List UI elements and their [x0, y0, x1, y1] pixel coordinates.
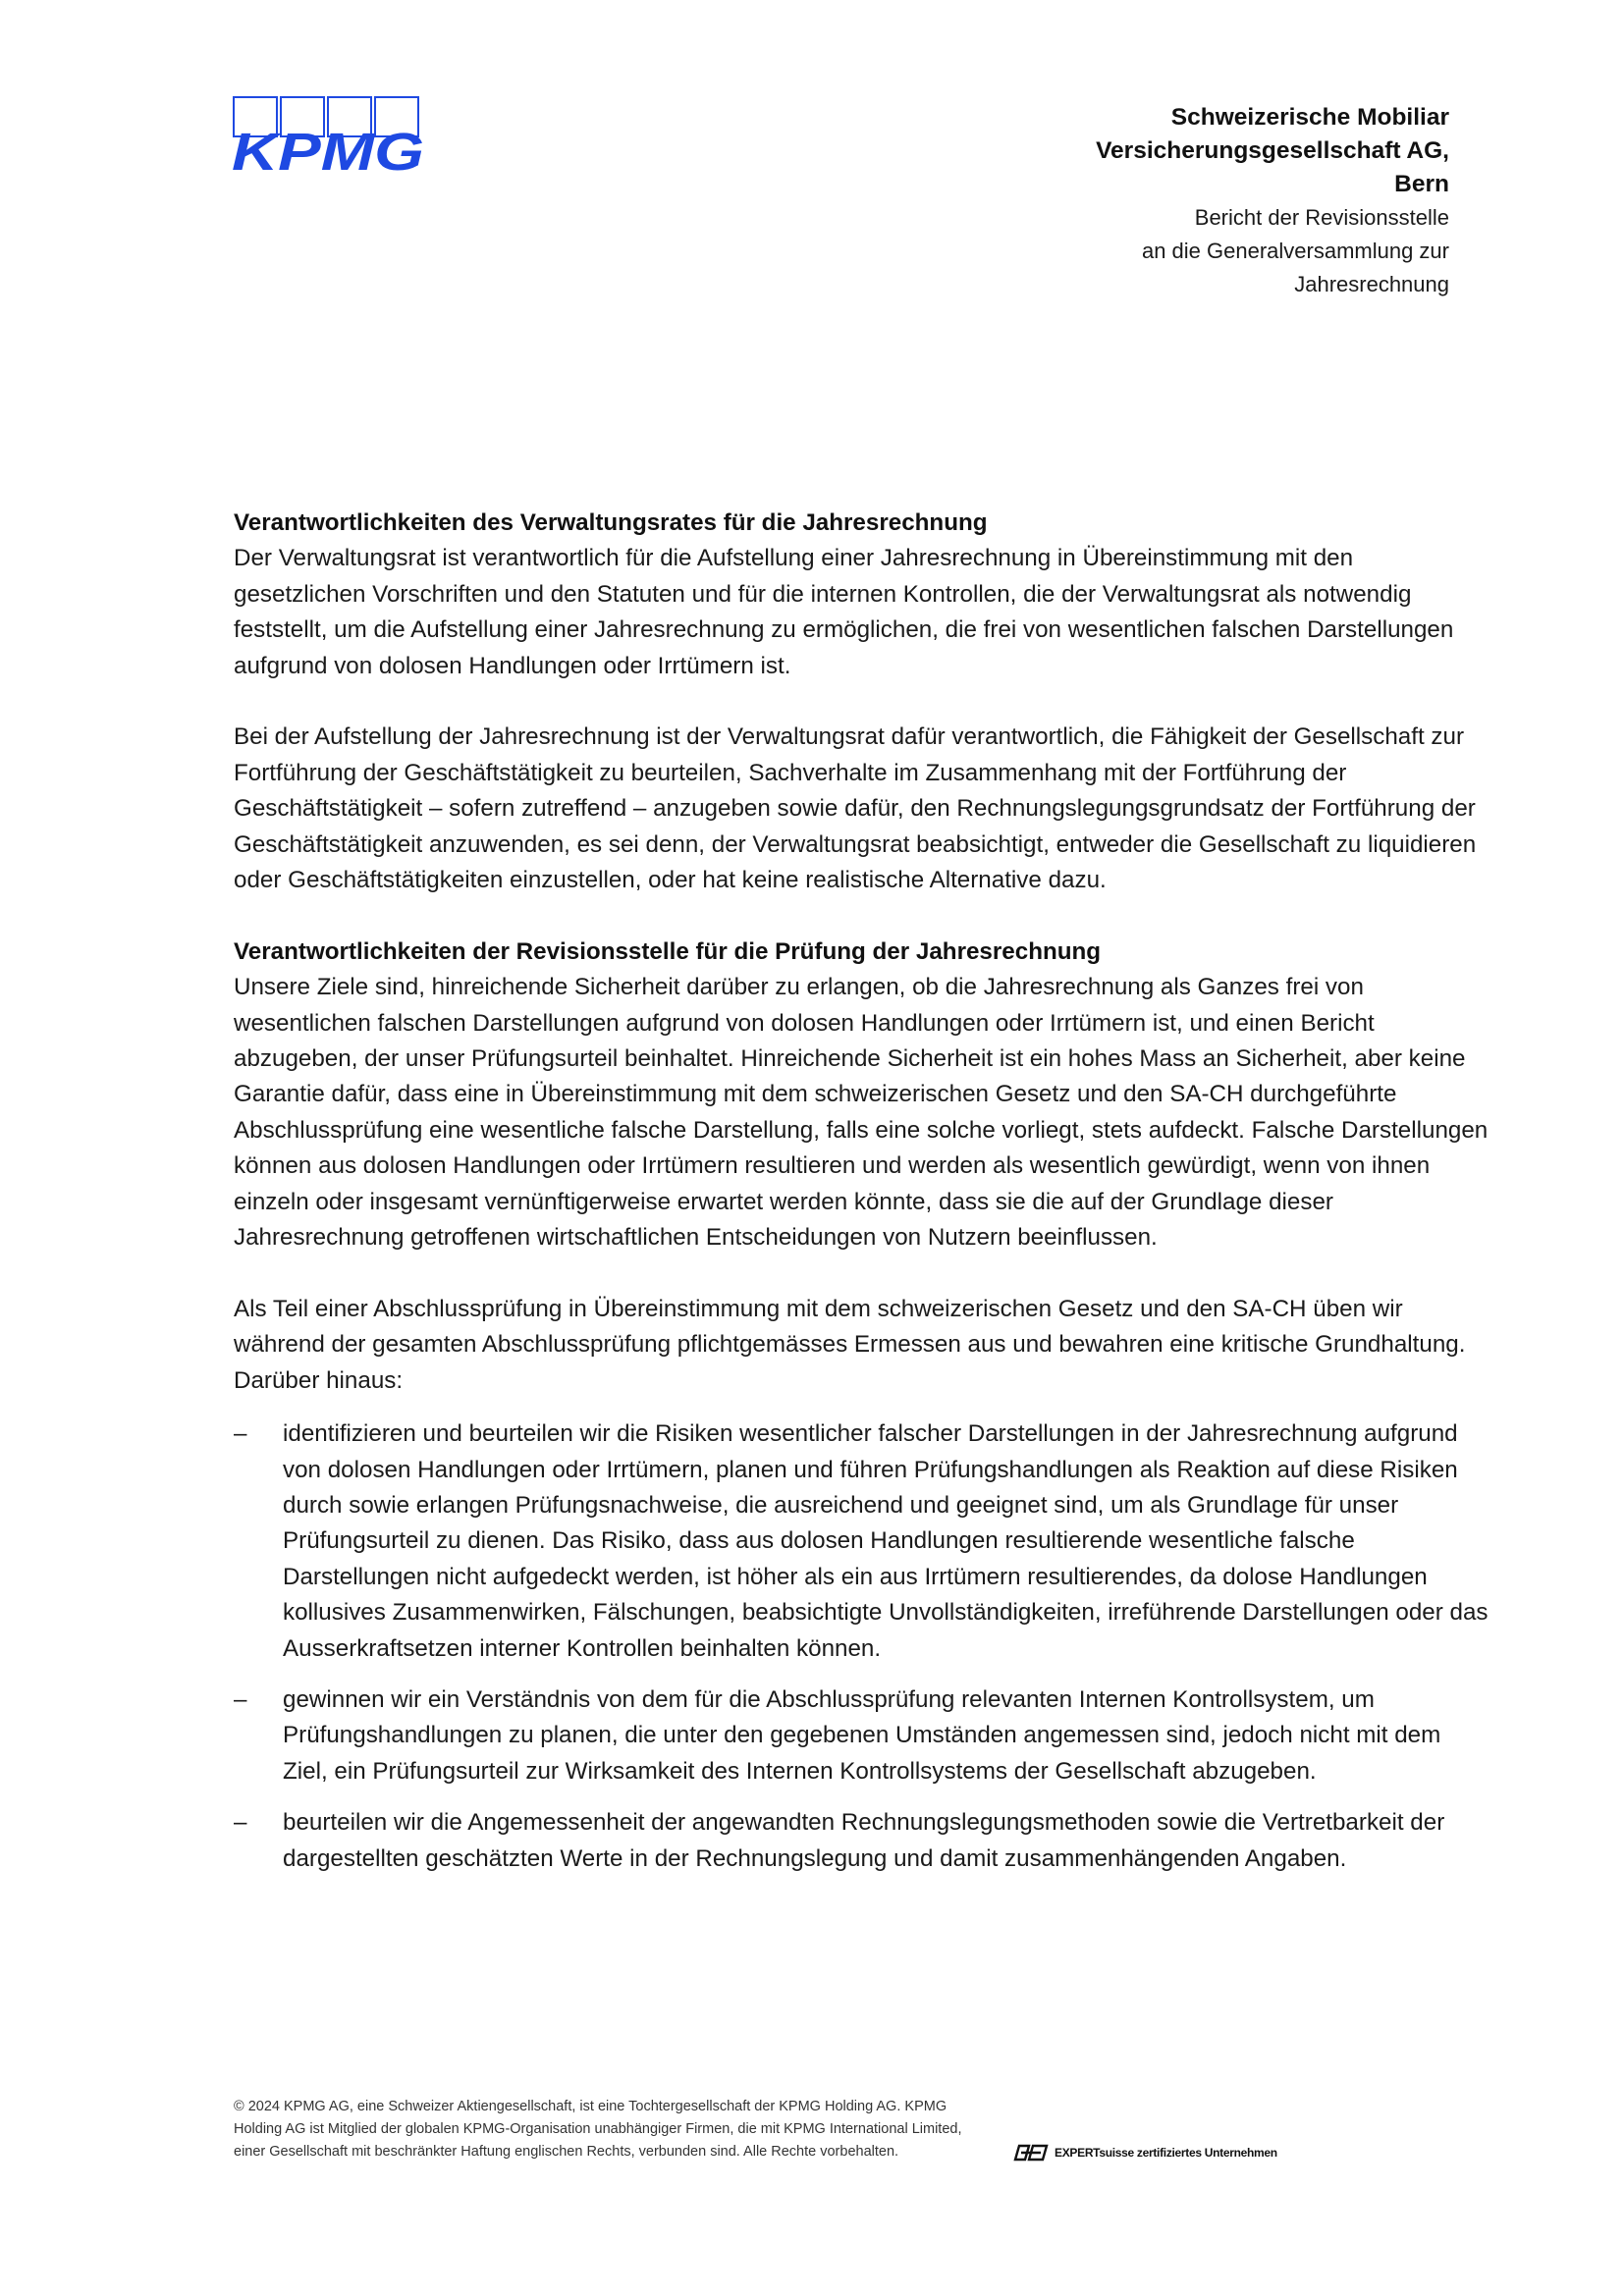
- report-title-line-3: Jahresrechnung: [1294, 272, 1449, 296]
- list-item-text: identifizieren und beurteilen wir die Risiken wesentlicher falscher Darstellungen in der Jahresrechnung aufgrund von dolosen Handlungen oder Irrtümern, planen und führen Prüfungshandlungen als Reaktion auf diese Risiken durch sowie erlangen Prüfungsnachweise, die ausreichend und geeignet sind, um als Grundlage für unser Prüfungsurteil zu dienen. Das Risiko, dass aus dolosen Handlungen resultierende wesentliche falsche Darstellungen nicht aufgedeckt werden, ist höher als ein aus Irrtümern resultierendes, da dolose Handlungen kollusives Zusammenwirken, Fälschungen, beabsichtigte Unvollständigkeiten, irreführende Darstellungen oder das Ausserkraftsetzen interner Kontrollen beinhalten können.: [283, 1420, 1489, 1662]
- paragraph: Der Verwaltungsrat ist verantwortlich für die Aufstellung einer Jahresrechnung in Übereinstimmung mit den gesetzlichen Vorschriften und den Statuten und für die internen Kontrollen, die der Verwaltungsrat als notwendig feststellt, um die Aufstellung einer Jahresrechnung zu ermöglichen, die frei von wesentlichen falschen Darstellungen aufgrund von dolosen Handlungen oder Irrtümern ist.: [234, 545, 1454, 679]
- expertsuisse-logo-icon: [1013, 2142, 1051, 2163]
- certification-label: EXPERTsuisse zertifiziertes Unternehmen: [1055, 2146, 1277, 2160]
- section-heading-board: Verantwortlichkeiten des Verwaltungsrates für die Jahresrechnung: [234, 509, 988, 536]
- audit-procedures-list: [234, 1416, 1489, 1877]
- dash-bullet: –: [234, 1685, 247, 1713]
- expertsuisse-badge: [1013, 2142, 1277, 2163]
- kpmg-logo-mark: [232, 95, 428, 176]
- list-item-text: beurteilen wir die Angemessenheit der angewandten Rechnungslegungsmethoden sowie die Vertretbarkeit der dargestellten geschätzten Werte in der Rechnungslegung und damit zusammenhängenden Angaben.: [283, 1809, 1445, 1872]
- company-name-line-3: Bern: [1394, 171, 1449, 197]
- paragraph: Als Teil einer Abschlussprüfung in Übereinstimmung mit dem schweizerischen Gesetz und den SA-CH üben wir während der gesamten Abschlussprüfung pflichtgemässes Ermessen aus und bewahren eine kritische Grundhaltung. Darüber hinaus:: [234, 1295, 1466, 1394]
- report-body: [234, 506, 1489, 1893]
- list-item: [234, 1805, 1489, 1877]
- paragraph: Bei der Aufstellung der Jahresrechnung ist der Verwaltungsrat dafür verantwortlich, die Fähigkeit der Gesellschaft zur Fortführung der Geschäftstätigkeit zu beurteilen, Sachverhalte im Zusammenhang mit der Fortführung der Geschäftstätigkeit – sofern zutreffend – anzugeben sowie dafür, den Rechnungslegungsgrundsatz der Fortführung der Geschäftstätigkeit anzuwenden, es sei denn, der Verwaltungsrat beabsichtigt, entweder die Gesellschaft zu liquidieren oder Geschäftstätigkeiten einzustellen, oder hat keine realistische Alternative dazu.: [234, 723, 1477, 894]
- company-name-line-2: Versicherungsgesellschaft AG,: [1096, 137, 1449, 164]
- list-item-text: gewinnen wir ein Verständnis von dem für die Abschlussprüfung relevanten Internen Kontrollsystem, um Prüfungshandlungen zu planen, die unter den gegebenen Umständen angemessen sind, jedoch nicht mit dem Ziel, ein Prüfungsurteil zur Wirksamkeit des Internen Kontrollsystems der Gesellschaft abzugeben.: [283, 1685, 1441, 1785]
- report-header: [899, 101, 1449, 301]
- section-heading-auditor: Verantwortlichkeiten der Revisionsstelle für die Prüfung der Jahresrechnung: [234, 937, 1102, 965]
- list-item: [234, 1682, 1489, 1789]
- kpmg-logo: [232, 95, 428, 176]
- list-item: [234, 1416, 1489, 1667]
- company-name-line-1: Schweizerische Mobiliar: [1170, 104, 1449, 131]
- report-title-line-1: Bericht der Revisionsstelle: [1194, 205, 1449, 230]
- dash-bullet: –: [234, 1809, 247, 1837]
- paragraph: Unsere Ziele sind, hinreichende Sicherheit darüber zu erlangen, ob die Jahresrechnung als Ganzes frei von wesentlichen falschen Darstellungen aufgrund von dolosen Handlungen oder Irrtümern ist, und einen Bericht abzugeben, der unser Prüfungsurteil beinhaltet. Hinreichende Sicherheit ist ein hohes Mass an Sicherheit, aber keine Garantie dafür, dass eine in Übereinstimmung mit dem schweizerischen Gesetz und den SA-CH durchgeführte Abschlussprüfung eine wesentliche falsche Darstellung, falls eine solche vorliegt, stets aufdeckt. Falsche Darstellungen können aus dolosen Handlungen oder Irrtümern resultieren und werden als wesentlich gewürdigt, wenn von ihnen einzeln oder insgesamt vernünftigerweise erwartet werden könnte, dass sie die auf der Grundlage dieser Jahresrechnung getroffenen wirtschaftlichen Entscheidungen von Nutzern beeinflussen.: [234, 974, 1489, 1252]
- footer-legal-notice: © 2024 KPMG AG, eine Schweizer Aktiengesellschaft, ist eine Tochtergesellschaft der KPMG Holding AG. KPMG Holding AG ist Mitglied der globalen KPMG-Organisation unabhängiger Firmen, die mit KPMG International Limited, einer Gesellschaft mit beschränkter Haftung englischen Rechts, verbunden sind. Alle Rechte vorbehalten.: [234, 2099, 962, 2160]
- dash-bullet: –: [234, 1420, 247, 1448]
- report-title-line-2: an die Generalversammlung zur: [1141, 239, 1449, 263]
- kpmg-logo-text: KPMG: [232, 123, 424, 176]
